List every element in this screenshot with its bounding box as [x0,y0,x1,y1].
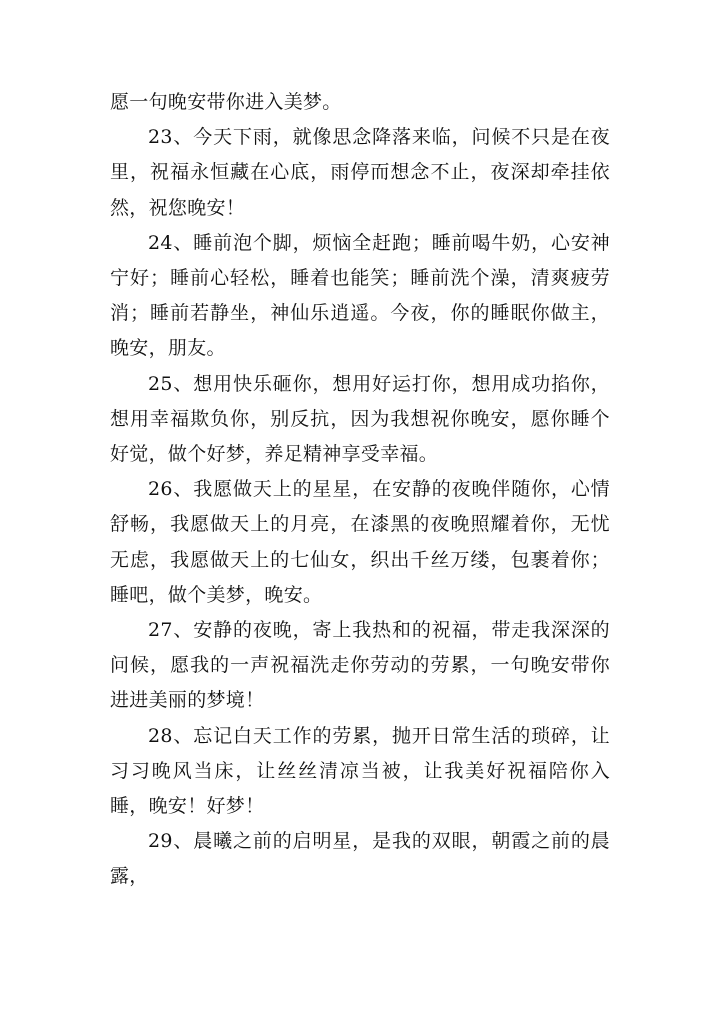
paragraph-27: 27、安静的夜晚，寄上我热和的祝福，带走我深深的问候，愿我的一声祝福洗走你劳动的劳累，一句晚安带你进进美丽的梦境！ [110,619,610,712]
paragraph-continuation: 愿一句晚安带你进入美梦。 [110,91,342,113]
paragraph-24: 24、睡前泡个脚，烦恼全赶跑；睡前喝牛奶，心安神宁好；睡前心轻松，睡着也能笑；睡前洗个澡，清爽疲劳消；睡前若静坐，神仙乐逍遥。今夜，你的睡眠你做主，晚安，朋友。 [110,231,610,360]
paragraph-28: 28、忘记白天工作的劳累，抛开日常生活的琐碎，让习习晚风当床，让丝丝清凉当被，让我美好祝福陪你入睡，晚安！好梦！ [110,724,610,818]
paragraph-25: 25、想用快乐砸你，想用好运打你，想用成功掐你，想用幸福欺负你，别反抗，因为我想祝你晚安，愿你睡个好觉，做个好梦，养足精神享受幸福。 [110,372,610,466]
paragraph-23: 23、今天下雨，就像思念降落来临，问候不只是在夜里，祝福永恒藏在心底，雨停而想念不止，夜深却牵挂依然，祝您晚安！ [110,126,610,219]
paragraph-26: 26、我愿做天上的星星，在安静的夜晚伴随你，心情舒畅，我愿做天上的月亮，在漆黑的夜晚照耀着你，无忧无虑，我愿做天上的七仙女，织出千丝万缕，包裹着你；睡吧，做个美梦，晚安。 [110,478,610,606]
paragraph-29: 29、晨曦之前的启明星，是我的双眼，朝霞之前的晨露， [110,830,610,888]
document-body [110,85,610,895]
